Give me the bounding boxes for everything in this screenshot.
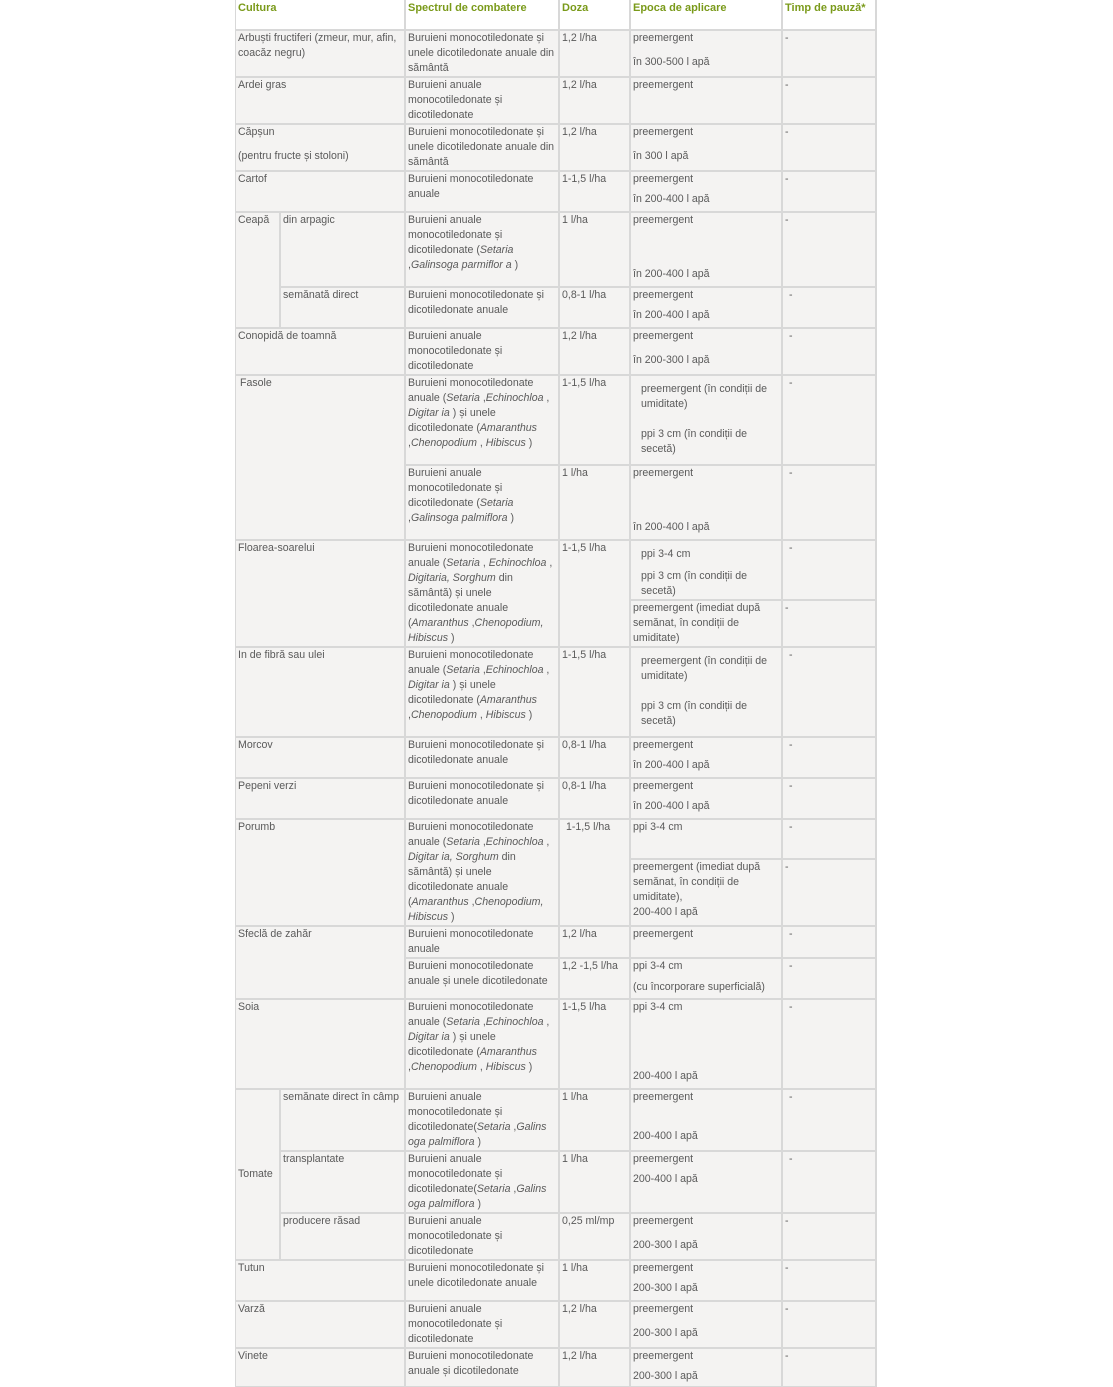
species-name: Setaria xyxy=(479,497,514,509)
epoca-line: preemergent xyxy=(633,1215,694,1227)
cell-doza: 1-1,5 l/ha xyxy=(560,646,631,736)
cell-cultura: Pepeni verzi xyxy=(236,777,406,818)
species-name: Chenopodium, xyxy=(474,896,544,908)
table-row xyxy=(236,29,877,76)
epoca-line: 200-400 l apă xyxy=(633,905,698,918)
cell-spectru: Buruieni anuale monocotiledonate și dicotiledonate (Setaria ,Galinsoga palmiflora ) xyxy=(406,464,560,539)
cell-epoca xyxy=(631,170,783,211)
species-name: Hibiscus xyxy=(485,1061,526,1073)
species-name: Setaria xyxy=(446,392,480,404)
cell-cultura: Tomate xyxy=(236,1088,281,1259)
species-name: Setaria xyxy=(446,557,480,569)
species-name: Hibiscus xyxy=(408,632,449,644)
cell-spectru: Buruieni monocotiledonate anuale (Setaria ,Echinochloa , Digitar ia ) și unele dicotiledonate (Amaranthus ,Chenopodium , Hibiscus ) xyxy=(406,998,560,1088)
epoca-line: în 200-400 l apă xyxy=(633,800,710,812)
cell-epoca xyxy=(631,1088,783,1150)
header-epoca: Epoca de aplicare xyxy=(631,0,783,29)
cell-spectru: Buruieni anuale monocotiledonate și dicotiledonate xyxy=(406,1300,560,1347)
cell-doza: 1,2 l/ha xyxy=(560,1347,631,1386)
cell-timp: - xyxy=(783,957,877,998)
cell-doza: 1,2 l/ha xyxy=(560,1300,631,1347)
species-name: Galins oga palmiflora xyxy=(408,1183,547,1210)
epoca-line: preemergent xyxy=(633,289,694,301)
cell-subcultura: semănate direct în câmp xyxy=(281,1088,406,1150)
species-name: Amaranthus xyxy=(479,694,537,706)
epoca-line: (cu încorporare superficială) xyxy=(633,981,765,993)
table-row xyxy=(236,211,877,286)
epoca-line: preemergent (imediat după semănat, în condiții de umiditate), xyxy=(633,860,761,903)
epoca-line: preemergent xyxy=(633,330,694,342)
species-name: Setaria xyxy=(446,1016,480,1028)
cell-doza: 0,8-1 l/ha xyxy=(560,736,631,777)
herbicide-application-table xyxy=(235,0,877,1387)
cell-epoca: preemergent (imediat după semănat, în condiții de umiditate) xyxy=(631,599,783,646)
cell-timp: - xyxy=(783,599,877,646)
epoca-line: 200-400 l apă xyxy=(633,1070,698,1082)
cell-spectru: Buruieni monocotiledonate și dicotiledonate anuale xyxy=(406,286,560,327)
cell-cultura: Varză xyxy=(236,1300,406,1347)
epoca-line: preemergent xyxy=(633,1262,694,1274)
cell-timp: - xyxy=(783,1150,877,1212)
cell-epoca xyxy=(631,123,783,170)
cell-doza: 1-1,5 l/ha xyxy=(560,818,631,925)
species-name: Chenopodium xyxy=(410,1061,477,1073)
epoca-line: ppi 3 cm (în condiții de secetă) xyxy=(641,570,747,597)
epoca-line: în 200-400 l apă xyxy=(633,268,710,280)
header-cultura: Cultura xyxy=(236,0,406,29)
epoca-line: 200-300 l apă xyxy=(633,1327,698,1339)
cell-spectru: Buruieni monocotiledonate anuale (Setaria , Echinochloa , Digitaria, Sorghum din sământă) și unele dicotiledonate anuale (Amaranthus ,Chenopodium, Hibiscus ) xyxy=(406,539,560,646)
epoca-line: în 200-400 l apă xyxy=(633,193,710,205)
cell-epoca xyxy=(631,374,783,464)
epoca-line: preemergent xyxy=(633,214,694,226)
epoca-line: preemergent (în condiții de umiditate) xyxy=(641,383,768,410)
table-row xyxy=(236,1150,877,1212)
epoca-line: în 300-500 l apă xyxy=(633,56,710,68)
cell-epoca xyxy=(631,1150,783,1212)
cell-doza: 1,2 l/ha xyxy=(560,925,631,957)
cell-cultura: Ardei gras xyxy=(236,76,406,123)
cell-timp: - xyxy=(783,286,877,327)
cell-timp: - xyxy=(783,736,877,777)
cell-epoca xyxy=(631,1212,783,1259)
species-name: Digitar ia xyxy=(408,1031,450,1043)
cell-timp: - xyxy=(783,374,877,464)
species-name: Echinochloa xyxy=(488,557,547,569)
cell-cultura: Ceapă xyxy=(236,211,281,327)
cell-cultura: Conopidă de toamnă xyxy=(236,327,406,374)
cell-cultura: Vinete xyxy=(236,1347,406,1386)
cell-cultura xyxy=(236,123,406,170)
cell-subcultura: din arpagic xyxy=(281,211,406,286)
cell-timp: - xyxy=(783,1212,877,1259)
epoca-line: ppi 3 cm (în condiții de secetă) xyxy=(641,700,747,727)
cell-epoca xyxy=(631,211,783,286)
species-name: Sorghum xyxy=(452,572,496,584)
epoca-line: preemergent xyxy=(633,739,694,751)
cell-spectru: Buruieni monocotiledonate anuale (Setaria ,Echinochloa , Digitar ia ) și unele dicotiledonate (Amaranthus ,Chenopodium , Hibiscus ) xyxy=(406,646,560,736)
cell-epoca xyxy=(631,1347,783,1386)
species-name: Amaranthus xyxy=(479,1046,537,1058)
epoca-line: 200-400 l apă xyxy=(633,1173,698,1185)
cell-doza: 0,25 ml/mp xyxy=(560,1212,631,1259)
cultura-line: (pentru fructe și stoloni) xyxy=(238,150,349,162)
cell-cultura: Tutun xyxy=(236,1259,406,1300)
cell-timp: - xyxy=(783,1088,877,1150)
cell-epoca xyxy=(631,777,783,818)
species-name: Chenopodium, xyxy=(474,617,544,629)
epoca-line: ppi 3 cm (în condiții de secetă) xyxy=(641,428,747,455)
header-timp: Timp de pauză* xyxy=(783,0,877,29)
table-row xyxy=(236,1300,877,1347)
cell-doza: 0,8-1 l/ha xyxy=(560,286,631,327)
cell-spectru: Buruieni monocotiledonate anuale și unele dicotiledonate xyxy=(406,957,560,998)
cell-epoca xyxy=(631,1259,783,1300)
cell-timp: - xyxy=(783,211,877,286)
cell-epoca xyxy=(631,957,783,998)
cell-doza: 1 l/ha xyxy=(560,464,631,539)
cell-epoca xyxy=(631,327,783,374)
cell-spectru: Buruieni anuale monocotiledonate și dicotiledonate(Setaria ,Galins oga palmiflora ) xyxy=(406,1150,560,1212)
epoca-line: preemergent xyxy=(633,467,694,479)
epoca-line: în 200-400 l apă xyxy=(633,521,710,533)
epoca-line: ppi 3-4 cm xyxy=(641,548,691,560)
table-row xyxy=(236,646,877,736)
table-row xyxy=(236,1259,877,1300)
cell-timp: - xyxy=(783,539,877,599)
epoca-line: 200-300 l apă xyxy=(633,1282,698,1294)
cell-epoca xyxy=(631,539,783,599)
cell-timp: - xyxy=(783,818,877,858)
epoca-line: în 200-400 l apă xyxy=(633,759,710,771)
cell-epoca xyxy=(631,464,783,539)
epoca-line: preemergent xyxy=(633,126,694,138)
table-row xyxy=(236,925,877,957)
cell-spectru: Buruieni monocotiledonate anuale și dicotiledonate xyxy=(406,1347,560,1386)
table-row xyxy=(236,327,877,374)
cell-cultura: Cartof xyxy=(236,170,406,211)
cell-subcultura: producere răsad xyxy=(281,1212,406,1259)
cell-epoca xyxy=(631,286,783,327)
cell-timp: - xyxy=(783,327,877,374)
cell-doza: 1-1,5 l/ha xyxy=(560,170,631,211)
cell-spectru: Buruieni monocotiledonate și unele dicotiledonate anuale din sământă xyxy=(406,29,560,76)
cell-timp: - xyxy=(783,998,877,1088)
cell-doza: 1-1,5 l/ha xyxy=(560,539,631,646)
cell-doza: 1 l/ha xyxy=(560,211,631,286)
species-name: Hibiscus xyxy=(485,709,526,721)
cell-spectru: Buruieni monocotiledonate anuale (Setaria ,Echinochloa , Digitar ia ) și unele dicotiledonate (Amaranthus ,Chenopodium , Hibiscus ) xyxy=(406,374,560,464)
cell-cultura: In de fibră sau ulei xyxy=(236,646,406,736)
epoca-line: preemergent xyxy=(633,1350,694,1362)
cell-epoca xyxy=(631,858,783,925)
cell-subcultura: semănată direct xyxy=(281,286,406,327)
cell-timp: - xyxy=(783,29,877,76)
cell-cultura: Porumb xyxy=(236,818,406,925)
epoca-line: preemergent xyxy=(633,1153,694,1165)
epoca-line: 200-400 l apă xyxy=(633,1130,698,1142)
cell-cultura: Sfeclă de zahăr xyxy=(236,925,406,998)
epoca-line: preemergent xyxy=(633,1303,694,1315)
cell-timp: - xyxy=(783,1259,877,1300)
cell-spectru: Buruieni anuale monocotiledonate și dicotiledonate xyxy=(406,327,560,374)
cell-timp: - xyxy=(783,464,877,539)
cell-cultura: Fasole xyxy=(236,374,406,539)
table-row xyxy=(236,777,877,818)
cell-spectru: Buruieni monocotiledonate anuale (Setaria ,Echinochloa , Digitar ia, Sorghum din sământă) și unele dicotiledonate anuale (Amaranthus ,Chenopodium, Hibiscus ) xyxy=(406,818,560,925)
cell-spectru: Buruieni anuale monocotiledonate și dicotiledonate xyxy=(406,1212,560,1259)
species-name: Echinochloa xyxy=(485,392,544,404)
cell-timp: - xyxy=(783,858,877,925)
species-name: Galinsoga palmiflora xyxy=(410,512,508,524)
cell-epoca xyxy=(631,29,783,76)
table-row xyxy=(236,286,877,327)
cell-spectru: Buruieni monocotiledonate anuale xyxy=(406,170,560,211)
cell-doza: 1,2 l/ha xyxy=(560,76,631,123)
species-name: Echinochloa xyxy=(485,1016,544,1028)
table-row xyxy=(236,539,877,599)
epoca-line: ppi 3-4 cm xyxy=(633,960,683,972)
cell-cultura: Morcov xyxy=(236,736,406,777)
species-name: Amaranthus xyxy=(479,422,537,434)
cell-epoca xyxy=(631,646,783,736)
header-doza: Doza xyxy=(560,0,631,29)
cell-spectru: Buruieni anuale monocotiledonate și dicotiledonate(Setaria ,Galins oga palmiflora ) xyxy=(406,1088,560,1150)
spectru-text: Buruieni anuale monocotiledonate și dicotiledonate xyxy=(408,214,503,256)
cell-spectru: Buruieni anuale monocotiledonate și dicotiledonate xyxy=(406,76,560,123)
epoca-line: preemergent xyxy=(633,173,694,185)
cell-doza: 1-1,5 l/ha xyxy=(560,374,631,464)
table-row xyxy=(236,170,877,211)
table-row xyxy=(236,123,877,170)
cell-spectru: Buruieni monocotiledonate și dicotiledonate anuale xyxy=(406,736,560,777)
cell-doza: 1,2 l/ha xyxy=(560,29,631,76)
table-row xyxy=(236,1088,877,1150)
cell-timp: - xyxy=(783,170,877,211)
cell-epoca: ppi 3-4 cm xyxy=(631,818,783,858)
cell-cultura: Floarea-soarelui xyxy=(236,539,406,646)
epoca-line: în 300 l apă xyxy=(633,150,689,162)
species-name: Digitar ia xyxy=(408,407,450,419)
cell-spectru: Buruieni anuale monocotiledonate și dicotiledonate (Setaria ,Galinsoga parmiflor a ) xyxy=(406,211,560,286)
epoca-line: preemergent xyxy=(633,780,694,792)
cell-doza: 1 l/ha xyxy=(560,1150,631,1212)
cell-doza: 1,2 -1,5 l/ha xyxy=(560,957,631,998)
cell-timp: - xyxy=(783,925,877,957)
cell-spectru: Buruieni monocotiledonate și unele dicotiledonate anuale din sământă xyxy=(406,123,560,170)
cell-doza: 1,2 l/ha xyxy=(560,123,631,170)
cell-timp: - xyxy=(783,777,877,818)
species-name: Amaranthus xyxy=(411,617,469,629)
cell-doza: 1-1,5 l/ha xyxy=(560,998,631,1088)
species-name: Setaria xyxy=(479,244,514,256)
species-name: Amaranthus xyxy=(411,896,469,908)
epoca-line: în 200-400 l apă xyxy=(633,309,710,321)
cell-spectru: Buruieni monocotiledonate anuale xyxy=(406,925,560,957)
table-row xyxy=(236,1347,877,1386)
cell-epoca xyxy=(631,1300,783,1347)
cell-epoca xyxy=(631,998,783,1088)
epoca-line: în 200-300 l apă xyxy=(633,354,710,366)
species-name: Chenopodium xyxy=(410,437,477,449)
epoca-line: preemergent xyxy=(633,32,694,44)
table-row xyxy=(236,374,877,464)
species-name: Setaria xyxy=(476,1183,511,1195)
cell-epoca: preemergent xyxy=(631,925,783,957)
header-spectru: Spectrul de combatere xyxy=(406,0,560,29)
cell-timp: - xyxy=(783,76,877,123)
species-name: Chenopodium xyxy=(410,709,477,721)
cell-timp: - xyxy=(783,123,877,170)
table-row xyxy=(236,76,877,123)
cell-doza: 1 l/ha xyxy=(560,1088,631,1150)
table-row xyxy=(236,818,877,858)
table-row xyxy=(236,1212,877,1259)
table-row xyxy=(236,998,877,1088)
epoca-line: ppi 3-4 cm xyxy=(633,1001,683,1013)
cell-cultura: Arbuști fructiferi (zmeur, mur, afin, coacăz negru) xyxy=(236,29,406,76)
species-name: Echinochloa xyxy=(485,836,544,848)
species-name: Hibiscus xyxy=(408,911,449,923)
species-name: Setaria xyxy=(446,664,480,676)
species-name: Digitar ia, Sorghum xyxy=(408,851,499,863)
species-name: Hibiscus xyxy=(485,437,526,449)
species-name: Digitar ia xyxy=(408,679,450,691)
epoca-line: preemergent (în condiții de umiditate) xyxy=(641,655,768,682)
cell-doza: 1,2 l/ha xyxy=(560,327,631,374)
cell-doza: 1 l/ha xyxy=(560,1259,631,1300)
cell-epoca: preemergent xyxy=(631,76,783,123)
species-name: Setaria xyxy=(476,1121,511,1133)
cell-timp: - xyxy=(783,1300,877,1347)
cell-epoca xyxy=(631,736,783,777)
epoca-line: 200-300 l apă xyxy=(633,1239,698,1251)
species-name: Digitaria, xyxy=(408,572,450,584)
epoca-line: 200-300 l apă xyxy=(633,1370,698,1382)
species-name: Setaria xyxy=(446,836,480,848)
species-name: Galins oga palmiflora xyxy=(408,1121,547,1148)
cell-doza: 0,8-1 l/ha xyxy=(560,777,631,818)
cell-subcultura: transplantate xyxy=(281,1150,406,1212)
species-name: Galinsoga parmiflor a xyxy=(410,259,512,271)
table-row xyxy=(236,736,877,777)
epoca-line: preemergent xyxy=(633,1091,694,1103)
cell-timp: - xyxy=(783,1347,877,1386)
cell-spectru: Buruieni monocotiledonate și dicotiledonate anuale xyxy=(406,777,560,818)
cell-timp: - xyxy=(783,646,877,736)
header-row xyxy=(236,0,877,29)
cell-cultura: Soia xyxy=(236,998,406,1088)
cell-spectru: Buruieni monocotiledonate și unele dicotiledonate anuale xyxy=(406,1259,560,1300)
cultura-line: Căpșun xyxy=(238,126,275,138)
species-name: Echinochloa xyxy=(485,664,544,676)
